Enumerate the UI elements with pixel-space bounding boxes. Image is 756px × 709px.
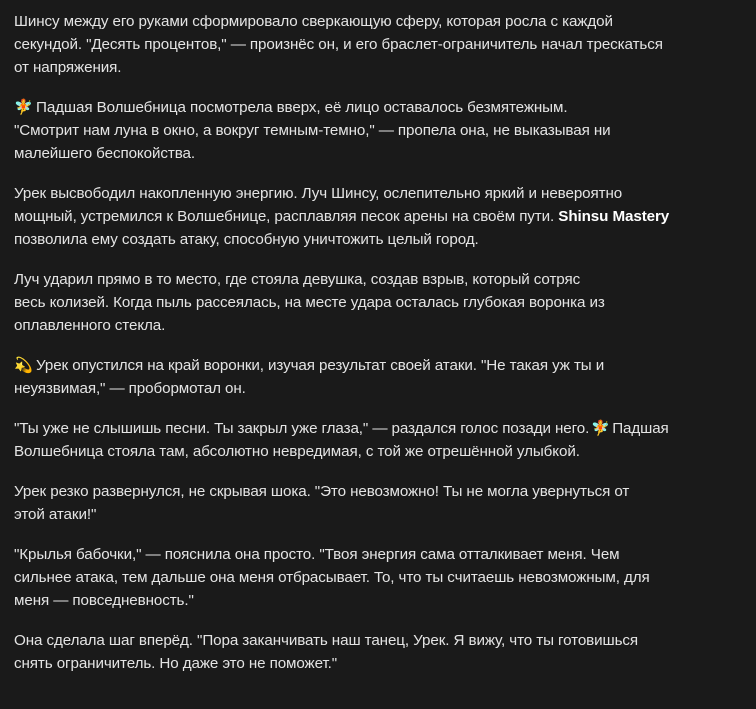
paragraph-line: сильнее атака, тем дальше она меня отбрасывает. То, что ты считаешь невозможным, для bbox=[14, 569, 650, 586]
paragraph-line bbox=[14, 417, 752, 440]
paragraph-line: позволила ему создать атаку, способную уничтожить целый город. bbox=[14, 231, 479, 248]
paragraph-line: секундой. "Десять процентов," — произнёс он, и его браслет-ограничитель начал трескаться bbox=[14, 36, 663, 53]
paragraph-line: "Смотрит нам луна в окно, а вокруг темным-темно," — пропела она, не выказывая ни bbox=[14, 122, 611, 139]
paragraph-text: Падшая Волшебница посмотрела вверх, её лицо оставалось безмятежным. bbox=[36, 99, 568, 116]
paragraph-line: Луч ударил прямо в то место, где стояла девушка, создав взрыв, который сотряс bbox=[14, 271, 581, 288]
paragraph-line: Она сделала шаг вперёд. "Пора заканчивать наш танец, Урек. Я вижу, что ты готовишься bbox=[14, 632, 639, 649]
paragraph-line: Волшебница стояла там, абсолютно невредимая, с той же отрешённой улыбкой. bbox=[14, 443, 580, 460]
paragraph-text: "Ты уже не слышишь песни. Ты закрыл уже глаза," — раздался голос позади него. bbox=[14, 420, 590, 437]
paragraph-line: весь колизей. Когда пыль рассеялась, на месте удара осталась глубокая воронка из bbox=[14, 294, 605, 311]
paragraph-line bbox=[14, 96, 752, 119]
skill-name: Shinsu Mastery bbox=[558, 208, 670, 225]
paragraph-line: оплавленного стекла. bbox=[14, 317, 166, 334]
paragraph-line: этой атаки!" bbox=[14, 506, 97, 523]
paragraph-7 bbox=[14, 480, 752, 526]
paragraph-2 bbox=[14, 96, 752, 165]
paragraph-5 bbox=[14, 354, 752, 400]
paragraph-line: Шинсу между его руками сформировало сверкающую сферу, которая росла с каждой bbox=[14, 13, 613, 30]
paragraph-text: Падшая bbox=[612, 420, 669, 437]
dizzy-emoji-icon: 💫 bbox=[14, 357, 33, 374]
paragraph-8 bbox=[14, 543, 752, 612]
paragraph-6 bbox=[14, 417, 752, 463]
paragraph-9 bbox=[14, 629, 752, 675]
paragraph-text: Урек опустился на край воронки, изучая результат своей атаки. "Не такая уж ты и bbox=[36, 357, 605, 374]
story-text bbox=[14, 10, 752, 692]
paragraph-3 bbox=[14, 182, 752, 251]
paragraph-line: снять ограничитель. Но даже это не поможет." bbox=[14, 655, 338, 672]
paragraph-line: Урек высвободил накопленную энергию. Луч Шинсу, ослепительно яркий и невероятно bbox=[14, 185, 623, 202]
paragraph-line: неуязвимая," — пробормотал он. bbox=[14, 380, 246, 397]
fairy-emoji-icon: 🧚 bbox=[14, 99, 33, 116]
paragraph-line bbox=[14, 205, 752, 228]
fairy-emoji-icon: 🧚 bbox=[591, 420, 610, 437]
paragraph-4 bbox=[14, 268, 752, 337]
paragraph-line bbox=[14, 354, 752, 377]
paragraph-line: малейшего беспокойства. bbox=[14, 145, 195, 162]
paragraph-line: от напряжения. bbox=[14, 59, 122, 76]
paragraph-line: Урек резко развернулся, не скрывая шока. "Это невозможно! Ты не могла увернуться от bbox=[14, 483, 630, 500]
paragraph-line: "Крылья бабочки," — пояснила она просто. "Твоя энергия сама отталкивает меня. Чем bbox=[14, 546, 620, 563]
paragraph-text: мощный, устремился к Волшебнице, расплавляя песок арены на своём пути. bbox=[14, 208, 555, 225]
paragraph-1 bbox=[14, 10, 752, 79]
paragraph-line: меня — повседневность." bbox=[14, 592, 194, 609]
